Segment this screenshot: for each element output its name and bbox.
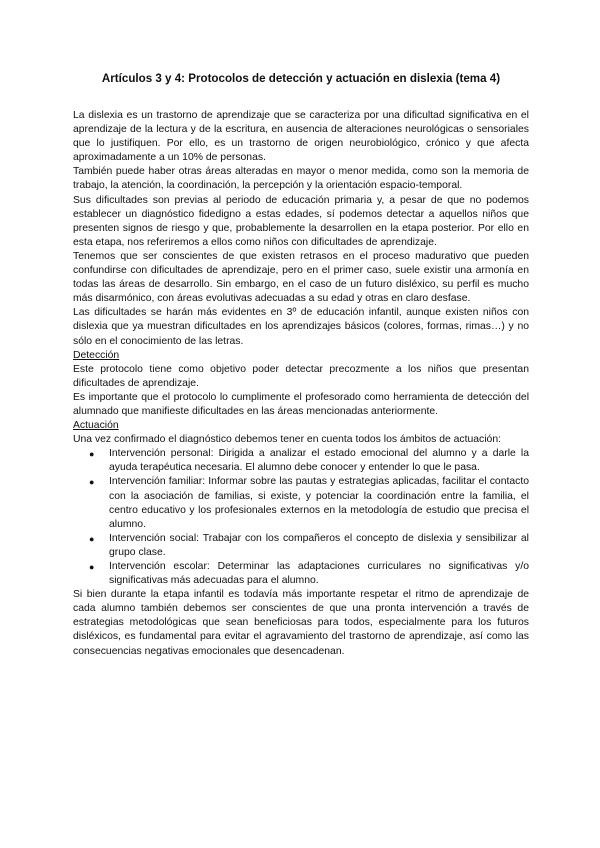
actuacion-bullet-list xyxy=(73,447,529,588)
deteccion-heading: Detección xyxy=(73,349,120,361)
list-item xyxy=(73,475,529,531)
intro-paragraph-1: La dislexia es un trastorno de aprendizaje que se caracteriza por una dificultad significativa en el aprendizaje de la lectura y de la escritura, en ausencia de alteraciones neurológicas o sensoriales que lo justifiquen. Por ello, es un trastorno de origen neurobiológico, crónico y que afecta aproximadamente a un 10% de personas. xyxy=(73,110,529,164)
closing-paragraph: Si bien durante la etapa infantil es todavía más importante respetar el ritmo de aprendizaje de cada alumno también debemos ser conscientes de que una pronta intervención a través de estrategias metodológicas que sean beneficiosas para todos, especialmente para los futuros disléxicos, es fundamental para evitar el agravamiento del trastorno de aprendizaje, así como las consecuencias negativas emocionales que desencadenan. xyxy=(73,589,529,657)
bullet-text-familiar: Intervención familiar: Informar sobre las pautas y estrategias aplicadas, facilitar el contacto con la asociación de familias, si existe, y potenciar la coordinación entre la familia, el centro educativo y los profesionales externos en la metodología de estudio que precisa el alumno. xyxy=(109,476,529,530)
bullet-icon: ● xyxy=(89,562,95,572)
document-title: Artículos 3 y 4: Protocolos de detección y actuación en dislexia (tema 4) xyxy=(101,72,501,85)
deteccion-paragraph-1: Este protocolo tiene como objetivo poder detectar precozmente a los niños que presentan dificultades de aprendizaje. xyxy=(73,363,529,389)
bullet-text-personal: Intervención personal: Dirigida a analizar el estado emocional del alumno y a darle la ayuda terapéutica necesaria. El alumno debe conocer y entender lo que le pasa. xyxy=(109,448,529,474)
bullet-text-social: Intervención social: Trabajar con los compañeros el concepto de dislexia y sensibilizar al grupo clase. xyxy=(109,532,529,558)
actuacion-intro: Una vez confirmado el diagnóstico debemos tener en cuenta todos los ámbitos de actuación: xyxy=(73,434,502,446)
bullet-icon: ● xyxy=(89,533,95,544)
list-item xyxy=(73,532,529,560)
intro-paragraph-3: Sus dificultades son previas al periodo de educación primaria y, a pesar de que no podemos establecer un diagnóstico fidedigno a estas edades, sí podemos detectar a aquellos niños que presenten signos de riesgo y que, probablemente la desarrollen en la etapa posterior. Por ello en esta etapa, nos referiremos a ellos como niños con dificultades de aprendizaje. xyxy=(73,194,529,248)
bullet-icon: ● xyxy=(89,449,95,460)
actuacion-heading: Actuación xyxy=(73,420,119,432)
list-item xyxy=(73,560,529,588)
intro-paragraph-5: Las dificultades se harán más evidentes en 3º de educación infantil, aunque existen niños con dislexia que ya muestran dificultades en los aprendizajes básicos (colores, formas, rimas…) y no sólo en el conocimiento de las letras. xyxy=(73,307,529,347)
intro-paragraph-4: Tenemos que ser conscientes de que existen retrasos en el proceso madurativo que pueden confundirse con dificultades de aprendizaje, pero en el primer caso, suele existir una armonía en todas las áreas de desarrollo. Sin embargo, en el caso de un futuro disléxico, su perfil es mucho más disarmónico, con áreas evolutivas adecuadas a su edad y otras en claro desfase. xyxy=(73,250,529,305)
deteccion-paragraph-2: Es importante que el protocolo lo cumplimente el profesorado como herramienta de detección del alumnado que manifieste dificultades en las áreas mencionadas anteriormente. xyxy=(73,391,529,417)
list-item xyxy=(73,447,529,475)
intro-paragraph-2: También puede haber otras áreas alteradas en mayor o menor medida, como son la memoria de trabajo, la atención, la coordinación, la percepción y la orientación espacio-temporal. xyxy=(73,166,529,192)
bullet-text-escolar: Intervención escolar: Determinar las adaptaciones curriculares no significativas y/o significativas más adecuadas para el alumno. xyxy=(109,561,529,587)
bullet-icon: ● xyxy=(89,477,95,488)
document-body xyxy=(73,109,529,659)
